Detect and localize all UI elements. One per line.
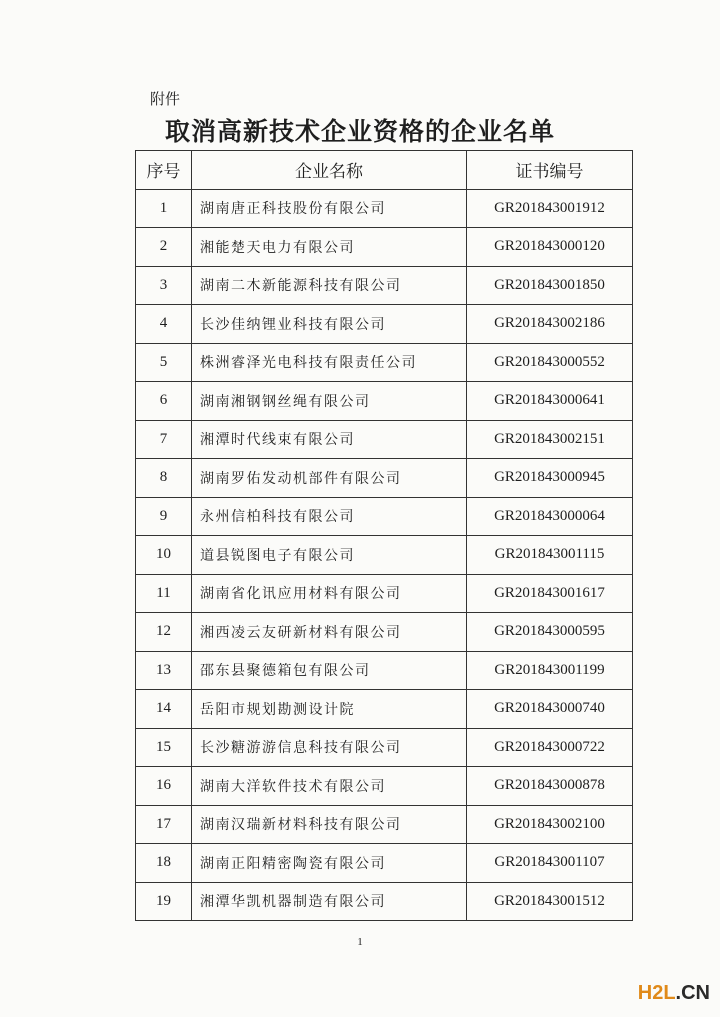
certificate-number: GR201843000945 xyxy=(467,459,633,498)
table-row xyxy=(136,690,633,729)
table-row xyxy=(136,459,633,498)
certificate-number: GR201843001912 xyxy=(467,189,633,228)
header-index: 序号 xyxy=(136,151,192,190)
table-row xyxy=(136,266,633,305)
attachment-label: 附件 xyxy=(150,90,181,108)
row-index: 19 xyxy=(136,882,192,921)
company-name: 湖南罗佑发动机部件有限公司 xyxy=(192,459,467,498)
certificate-number: GR201843000641 xyxy=(467,382,633,421)
certificate-number: GR201843002186 xyxy=(467,305,633,344)
company-name: 湘西凌云友研新材料有限公司 xyxy=(192,613,467,652)
company-name: 湖南唐正科技股份有限公司 xyxy=(192,189,467,228)
row-index: 6 xyxy=(136,382,192,421)
table-row xyxy=(136,189,633,228)
company-name: 湖南省化讯应用材料有限公司 xyxy=(192,574,467,613)
company-name: 湘潭时代线束有限公司 xyxy=(192,420,467,459)
table-row xyxy=(136,305,633,344)
company-name: 道县锐图电子有限公司 xyxy=(192,536,467,575)
company-name: 湖南汉瑞新材料科技有限公司 xyxy=(192,805,467,844)
certificate-number: GR201843002100 xyxy=(467,805,633,844)
header-company-name: 企业名称 xyxy=(192,151,467,190)
certificate-number: GR201843000064 xyxy=(467,497,633,536)
table-row xyxy=(136,728,633,767)
certificate-number: GR201843000120 xyxy=(467,228,633,267)
company-name: 岳阳市规划勘测设计院 xyxy=(192,690,467,729)
row-index: 9 xyxy=(136,497,192,536)
table-row xyxy=(136,228,633,267)
company-name: 湖南正阳精密陶瓷有限公司 xyxy=(192,844,467,883)
certificate-number: GR201843000878 xyxy=(467,767,633,806)
table-row xyxy=(136,420,633,459)
row-index: 11 xyxy=(136,574,192,613)
table-header-row xyxy=(136,151,633,190)
table-row xyxy=(136,497,633,536)
row-index: 13 xyxy=(136,651,192,690)
watermark-part1: H2L xyxy=(637,982,676,1004)
certificate-number: GR201843001617 xyxy=(467,574,633,613)
row-index: 3 xyxy=(136,266,192,305)
company-table xyxy=(135,150,633,921)
company-name: 长沙糖游游信息科技有限公司 xyxy=(192,728,467,767)
company-name: 株洲睿泽光电科技有限责任公司 xyxy=(192,343,467,382)
table-row xyxy=(136,767,633,806)
row-index: 18 xyxy=(136,844,192,883)
table-row xyxy=(136,574,633,613)
table-row xyxy=(136,536,633,575)
row-index: 4 xyxy=(136,305,192,344)
document-title: 取消高新技术企业资格的企业名单 xyxy=(164,117,555,146)
certificate-number: GR201843000740 xyxy=(467,690,633,729)
row-index: 7 xyxy=(136,420,192,459)
row-index: 2 xyxy=(136,228,192,267)
row-index: 1 xyxy=(136,189,192,228)
row-index: 8 xyxy=(136,459,192,498)
table-row xyxy=(136,882,633,921)
company-name: 湘能楚天电力有限公司 xyxy=(192,228,467,267)
certificate-number: GR201843000595 xyxy=(467,613,633,652)
row-index: 12 xyxy=(136,613,192,652)
page-number: 1 xyxy=(357,936,363,948)
certificate-number: GR201843002151 xyxy=(467,420,633,459)
row-index: 10 xyxy=(136,536,192,575)
row-index: 16 xyxy=(136,767,192,806)
watermark-logo xyxy=(638,982,710,1005)
company-name: 湖南大洋软件技术有限公司 xyxy=(192,767,467,806)
certificate-number: GR201843001512 xyxy=(467,882,633,921)
company-name: 湘潭华凯机器制造有限公司 xyxy=(192,882,467,921)
table-row xyxy=(136,844,633,883)
company-name: 湖南湘钢钢丝绳有限公司 xyxy=(192,382,467,421)
row-index: 15 xyxy=(136,728,192,767)
row-index: 14 xyxy=(136,690,192,729)
table-row xyxy=(136,343,633,382)
certificate-number: GR201843001107 xyxy=(467,844,633,883)
certificate-number: GR201843001850 xyxy=(467,266,633,305)
table-row xyxy=(136,805,633,844)
certificate-number: GR201843001199 xyxy=(467,651,633,690)
company-name: 湖南二木新能源科技有限公司 xyxy=(192,266,467,305)
company-name: 长沙佳纳锂业科技有限公司 xyxy=(192,305,467,344)
certificate-number: GR201843000722 xyxy=(467,728,633,767)
company-name: 邵东县聚德箱包有限公司 xyxy=(192,651,467,690)
company-name: 永州信柏科技有限公司 xyxy=(192,497,467,536)
table-row xyxy=(136,613,633,652)
certificate-number: GR201843001115 xyxy=(467,536,633,575)
watermark-part2: .CN xyxy=(675,982,710,1004)
row-index: 17 xyxy=(136,805,192,844)
header-certificate-number: 证书编号 xyxy=(467,151,633,190)
table-row xyxy=(136,651,633,690)
row-index: 5 xyxy=(136,343,192,382)
certificate-number: GR201843000552 xyxy=(467,343,633,382)
table-row xyxy=(136,382,633,421)
